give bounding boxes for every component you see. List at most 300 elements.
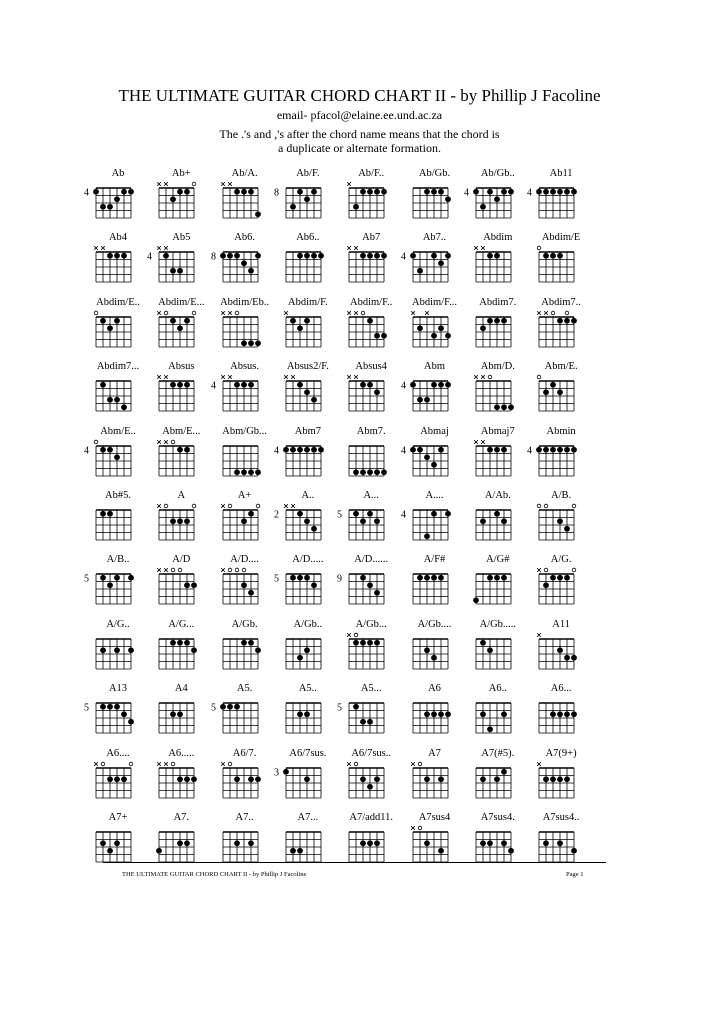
finger-dot: [438, 575, 444, 581]
finger-dot: [220, 704, 226, 710]
finger-dot: [184, 640, 190, 646]
open-string-marker: [418, 762, 422, 766]
muted-string-marker: [157, 440, 161, 444]
finger-dot: [557, 575, 563, 581]
finger-dot: [487, 647, 493, 653]
finger-dot: [374, 253, 380, 259]
finger-dot: [304, 390, 310, 396]
finger-dot: [107, 583, 113, 589]
finger-dot: [128, 719, 134, 725]
muted-string-marker: [474, 247, 478, 251]
chord-name: Ab6.: [234, 232, 255, 244]
chord-name: Abm/D.: [480, 361, 515, 373]
fretboard-graphic: [520, 361, 602, 427]
finger-dot: [431, 575, 437, 581]
finger-dot: [494, 253, 500, 259]
finger-dot: [100, 575, 106, 581]
finger-dot: [297, 848, 303, 854]
finger-dot: [543, 253, 549, 259]
finger-dot: [424, 712, 430, 718]
open-string-marker: [228, 762, 232, 766]
fret-number: 4: [400, 251, 406, 263]
muted-string-marker: [425, 311, 429, 315]
chord-name: A....: [425, 490, 444, 501]
finger-dot: [107, 511, 113, 517]
chord-name: Ab/F.: [296, 168, 320, 179]
chord-diagram: [520, 554, 602, 620]
muted-string-marker: [474, 440, 478, 444]
muted-string-marker: [221, 375, 225, 379]
finger-dot: [374, 333, 380, 339]
finger-dot: [248, 840, 254, 846]
muted-string-marker: [481, 375, 485, 379]
muted-string-marker: [347, 247, 351, 251]
finger-dot: [431, 333, 437, 339]
finger-dot: [248, 189, 254, 195]
finger-dot: [445, 382, 451, 388]
finger-dot: [304, 712, 310, 718]
finger-dot: [241, 261, 247, 267]
chord-name: A..: [301, 490, 315, 501]
finger-dot: [100, 204, 106, 210]
finger-dot: [290, 848, 296, 854]
finger-dot: [255, 253, 261, 259]
finger-dot: [241, 469, 247, 475]
open-string-marker: [361, 311, 365, 315]
chord-name: A+: [237, 490, 252, 501]
finger-dot: [304, 253, 310, 259]
chord-name: A/Gb.: [231, 618, 258, 630]
finger-dot: [191, 583, 197, 589]
fret-number: 5: [337, 509, 343, 521]
finger-dot: [360, 640, 366, 646]
finger-dot: [480, 325, 486, 331]
fret-number: 8: [210, 251, 216, 263]
finger-dot: [184, 446, 190, 452]
chord-name: Abmin: [546, 425, 576, 437]
finger-dot: [487, 318, 493, 324]
chord-name: A11: [552, 618, 570, 630]
finger-dot: [184, 776, 190, 782]
fret-number: 2: [273, 509, 279, 521]
finger-dot: [557, 253, 563, 259]
fret-number: 4: [210, 380, 216, 392]
finger-dot: [318, 253, 324, 259]
finger-dot: [248, 511, 254, 517]
chord-name: A13: [108, 683, 128, 695]
finger-dot: [571, 712, 577, 718]
finger-dot: [353, 640, 359, 646]
finger-dot: [438, 382, 444, 388]
finger-dot: [417, 397, 423, 403]
finger-dot: [107, 253, 113, 259]
finger-dot: [494, 575, 500, 581]
finger-dot: [374, 840, 380, 846]
finger-dot: [536, 189, 542, 195]
finger-dot: [494, 405, 500, 411]
finger-dot: [557, 776, 563, 782]
chord-name: Absus: [168, 361, 195, 373]
finger-dot: [543, 390, 549, 396]
finger-dot: [381, 189, 387, 195]
finger-dot: [557, 189, 563, 195]
finger-dot: [487, 727, 493, 733]
finger-dot: [311, 526, 317, 532]
finger-dot: [107, 776, 113, 782]
fret-number: 4: [400, 509, 406, 521]
finger-dot: [248, 268, 254, 274]
finger-dot: [381, 253, 387, 259]
muted-string-marker: [354, 247, 358, 251]
fretboard-graphic: [520, 748, 602, 814]
finger-dot: [543, 776, 549, 782]
finger-dot: [220, 253, 226, 259]
finger-dot: [367, 469, 373, 475]
fretboard-graphic: [520, 168, 602, 234]
chord-name: A7...: [297, 812, 319, 823]
finger-dot: [297, 712, 303, 718]
notation-note-line-2: a duplicate or alternate formation.: [278, 141, 441, 155]
open-string-marker: [544, 504, 548, 508]
finger-dot: [367, 318, 373, 324]
muted-string-marker: [354, 311, 358, 315]
finger-dot: [374, 189, 380, 195]
finger-dot: [431, 461, 437, 467]
finger-dot: [353, 469, 359, 475]
muted-string-marker: [164, 182, 168, 186]
finger-dot: [571, 655, 577, 661]
finger-dot: [564, 575, 570, 581]
open-string-marker: [242, 569, 246, 573]
finger-dot: [177, 382, 183, 388]
finger-dot: [114, 840, 120, 846]
chord-diagram: [520, 683, 602, 749]
chord-diagram: [520, 748, 602, 814]
open-string-marker: [354, 762, 358, 766]
open-string-marker: [171, 762, 175, 766]
chord-name: Abdim/Eb..: [220, 296, 270, 308]
muted-string-marker: [221, 569, 225, 573]
finger-dot: [191, 776, 197, 782]
finger-dot: [557, 518, 563, 524]
finger-dot: [234, 704, 240, 710]
finger-dot: [121, 405, 127, 411]
finger-dot: [114, 318, 120, 324]
finger-dot: [184, 840, 190, 846]
finger-dot: [177, 325, 183, 331]
open-string-marker: [256, 504, 260, 508]
open-string-marker: [192, 182, 196, 186]
finger-dot: [564, 189, 570, 195]
fret-number: 4: [84, 187, 89, 199]
finger-dot: [494, 196, 500, 202]
finger-dot: [438, 712, 444, 718]
chord-name: A6...: [550, 683, 572, 695]
finger-dot: [487, 446, 493, 452]
chord-name: A7: [428, 747, 441, 759]
chord-name: Ab/F..: [358, 168, 385, 179]
footer-divider: [103, 862, 606, 863]
finger-dot: [424, 397, 430, 403]
chord-name: Abm7.: [356, 425, 386, 437]
fretboard-graphic: [520, 426, 602, 492]
finger-dot: [410, 253, 416, 259]
finger-dot: [431, 253, 437, 259]
chord-name: Abdim/E...: [158, 296, 205, 308]
finger-dot: [557, 840, 563, 846]
finger-dot: [417, 446, 423, 452]
chord-name: A/Gb.....: [479, 618, 517, 630]
muted-string-marker: [544, 311, 548, 315]
finger-dot: [410, 382, 416, 388]
finger-dot: [170, 712, 176, 718]
finger-dot: [241, 189, 247, 195]
chord-name: A5...: [360, 683, 382, 695]
muted-string-marker: [157, 247, 161, 251]
finger-dot: [571, 848, 577, 854]
finger-dot: [100, 840, 106, 846]
open-string-marker: [418, 826, 422, 830]
chord-name: A/D....: [230, 554, 259, 566]
finger-dot: [360, 189, 366, 195]
chord-name: Absus.: [230, 361, 260, 373]
finger-dot: [501, 518, 507, 524]
finger-dot: [304, 318, 310, 324]
finger-dot: [487, 253, 493, 259]
finger-dot: [550, 253, 556, 259]
muted-string-marker: [94, 247, 98, 251]
finger-dot: [100, 704, 106, 710]
fret-number: 5: [210, 702, 216, 714]
finger-dot: [360, 518, 366, 524]
finger-dot: [128, 575, 134, 581]
author-email: email- pfacol@elaine.ee.und.ac.za: [276, 108, 443, 122]
muted-string-marker: [157, 504, 161, 508]
chord-name: A7..: [235, 812, 254, 823]
finger-dot: [114, 196, 120, 202]
muted-string-marker: [284, 504, 288, 508]
finger-dot: [311, 189, 317, 195]
finger-dot: [381, 333, 387, 339]
finger-dot: [571, 189, 577, 195]
chord-name: Ab6..: [296, 232, 320, 244]
chord-name: Abdim/E: [541, 232, 581, 244]
finger-dot: [234, 189, 240, 195]
chord-name: Abdim/F.: [288, 296, 328, 308]
muted-string-marker: [157, 311, 161, 315]
finger-dot: [557, 318, 563, 324]
finger-dot: [360, 469, 366, 475]
finger-dot: [283, 768, 289, 774]
finger-dot: [121, 253, 127, 259]
finger-dot: [501, 446, 507, 452]
finger-dot: [424, 454, 430, 460]
finger-dot: [191, 647, 197, 653]
finger-dot: [114, 253, 120, 259]
chord-name: Ab#5.: [105, 490, 131, 501]
finger-dot: [438, 189, 444, 195]
finger-dot: [438, 446, 444, 452]
chord-name: Abdim7.: [479, 296, 517, 308]
finger-dot: [571, 318, 577, 324]
finger-dot: [184, 189, 190, 195]
finger-dot: [494, 318, 500, 324]
finger-dot: [170, 382, 176, 388]
finger-dot: [234, 776, 240, 782]
chord-name: Abdim7..: [541, 296, 581, 308]
finger-dot: [184, 318, 190, 324]
finger-dot: [121, 712, 127, 718]
finger-dot: [480, 776, 486, 782]
finger-dot: [290, 575, 296, 581]
finger-dot: [107, 446, 113, 452]
chord-name: Ab/Gb..: [480, 168, 515, 179]
finger-dot: [311, 397, 317, 403]
finger-dot: [360, 253, 366, 259]
finger-dot: [107, 848, 113, 854]
finger-dot: [241, 518, 247, 524]
fretboard-graphic: [520, 683, 602, 749]
open-string-marker: [192, 504, 196, 508]
chord-name: A/B.: [551, 490, 572, 501]
finger-dot: [438, 776, 444, 782]
finger-dot: [501, 405, 507, 411]
open-string-marker: [537, 375, 541, 379]
finger-dot: [297, 655, 303, 661]
finger-dot: [550, 382, 556, 388]
finger-dot: [177, 712, 183, 718]
finger-dot: [536, 446, 542, 452]
finger-dot: [367, 840, 373, 846]
finger-dot: [241, 340, 247, 346]
chord-name: A/G..: [106, 618, 130, 630]
finger-dot: [170, 640, 176, 646]
finger-dot: [255, 469, 261, 475]
finger-dot: [445, 712, 451, 718]
finger-dot: [501, 712, 507, 718]
chord-name: Abm/E.: [544, 361, 578, 373]
chord-name: A6.....: [168, 747, 195, 759]
chord-name: Ab4: [108, 232, 128, 244]
finger-dot: [163, 253, 169, 259]
open-string-marker: [101, 762, 105, 766]
finger-dot: [557, 390, 563, 396]
finger-dot: [564, 318, 570, 324]
finger-dot: [360, 840, 366, 846]
finger-dot: [290, 446, 296, 452]
chord-name: Ab11: [549, 168, 573, 179]
finger-dot: [100, 318, 106, 324]
chord-name: A/Gb..: [293, 618, 323, 630]
muted-string-marker: [221, 762, 225, 766]
chord-name: A: [177, 490, 186, 501]
finger-dot: [367, 719, 373, 725]
finger-dot: [438, 325, 444, 331]
finger-dot: [255, 211, 261, 217]
muted-string-marker: [164, 247, 168, 251]
open-string-marker: [537, 247, 541, 251]
finger-dot: [564, 446, 570, 452]
muted-string-marker: [481, 247, 485, 251]
finger-dot: [227, 704, 233, 710]
muted-string-marker: [347, 182, 351, 186]
chord-name: Abm/E...: [162, 425, 201, 437]
finger-dot: [304, 446, 310, 452]
finger-dot: [431, 712, 437, 718]
finger-dot: [564, 712, 570, 718]
finger-dot: [114, 454, 120, 460]
finger-dot: [297, 575, 303, 581]
finger-dot: [374, 590, 380, 596]
finger-dot: [304, 518, 310, 524]
finger-dot: [255, 647, 261, 653]
chord-name: Abdim7...: [96, 361, 140, 373]
chord-name: A7+: [108, 812, 128, 823]
finger-dot: [114, 704, 120, 710]
finger-dot: [367, 189, 373, 195]
chord-name: Ab+: [171, 168, 191, 179]
finger-dot: [543, 446, 549, 452]
footer-title: THE ULTIMATE GUITAR CHORD CHART II - by Phillip J Facoline: [122, 871, 307, 878]
finger-dot: [367, 511, 373, 517]
open-string-marker: [354, 633, 358, 637]
fretboard-graphic: [520, 297, 602, 363]
finger-dot: [557, 647, 563, 653]
chord-name: Ab5: [172, 232, 191, 244]
finger-dot: [353, 511, 359, 517]
chord-name: A/Ab.: [484, 490, 511, 501]
finger-dot: [360, 719, 366, 725]
chord-diagram: [520, 297, 602, 363]
finger-dot: [550, 446, 556, 452]
finger-dot: [367, 382, 373, 388]
open-string-marker: [565, 311, 569, 315]
finger-dot: [184, 583, 190, 589]
finger-dot: [93, 189, 99, 195]
finger-dot: [480, 204, 486, 210]
finger-dot: [121, 776, 127, 782]
finger-dot: [494, 776, 500, 782]
finger-dot: [184, 518, 190, 524]
finger-dot: [501, 840, 507, 846]
fret-number: 5: [84, 702, 89, 714]
finger-dot: [360, 776, 366, 782]
finger-dot: [184, 382, 190, 388]
footer-page-number: Page 1: [566, 871, 584, 878]
muted-string-marker: [347, 375, 351, 379]
open-string-marker: [164, 311, 168, 315]
finger-dot: [557, 712, 563, 718]
chord-diagram: [520, 490, 602, 556]
chord-name: Abdim/F...: [412, 296, 457, 308]
fret-number: 4: [463, 187, 469, 199]
finger-dot: [227, 253, 233, 259]
chord-name: A/Gb...: [355, 618, 387, 630]
open-string-marker: [235, 569, 239, 573]
muted-string-marker: [221, 504, 225, 508]
fret-number: 4: [84, 444, 89, 456]
muted-string-marker: [537, 633, 541, 637]
finger-dot: [487, 189, 493, 195]
finger-dot: [431, 655, 437, 661]
finger-dot: [360, 575, 366, 581]
finger-dot: [501, 768, 507, 774]
notation-note: [0, 127, 719, 155]
finger-dot: [508, 848, 514, 854]
chord-name: Abdim/E..: [96, 296, 140, 308]
finger-dot: [367, 253, 373, 259]
finger-dot: [297, 511, 303, 517]
